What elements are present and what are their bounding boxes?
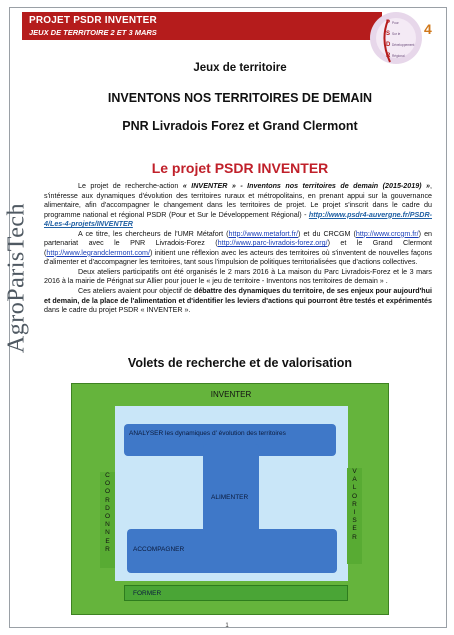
psdr-logo — [366, 10, 442, 70]
page-number: 1 — [225, 623, 229, 629]
p4-text-c: dans le cadre du projet PSDR « INVENTER ». — [44, 306, 191, 315]
psdr-word-2: Sur le — [392, 32, 401, 36]
accompagner-label: ACCOMPAGNER — [133, 546, 185, 553]
paragraph-2 — [44, 230, 432, 268]
section-title: Le projet PSDR INVENTER — [151, 160, 329, 176]
valoriser-letter: I — [353, 509, 356, 517]
former-label: FORMER — [133, 590, 162, 597]
doc-title-line3: PNR Livradois Forez et Grand Clermont — [122, 119, 358, 133]
psdr-letter-r: R — [386, 53, 391, 59]
coordonner-letter: C — [105, 472, 110, 479]
coordonner-letter: N — [105, 529, 110, 537]
coordonner-letter: O — [104, 480, 111, 488]
p4-objectives: débattre des dynamiques du territoire, de ses enjeux pour aujourd'hui et demain, de la place de l'alimentation et d'identifier les leviers d'actions qui pourront être testés et expérimentés — [44, 287, 432, 305]
alimenter-label: ALIMENTER — [211, 494, 249, 501]
research-diagram — [71, 383, 389, 615]
diagram-title: Volets de recherche et de valorisation — [127, 356, 353, 370]
p1-text-a: Le projet de recherche-action — [78, 182, 183, 190]
valoriser-letter: L — [352, 484, 357, 492]
valoriser-letter: V — [352, 468, 357, 475]
valoriser-letter: R — [352, 533, 357, 541]
valoriser-column — [347, 468, 362, 564]
coordonner-letter: O — [104, 513, 111, 521]
paragraph-1 — [44, 182, 432, 230]
coordonner-letter: E — [105, 537, 110, 545]
psdr-word-3: Développement — [392, 43, 415, 47]
p2-text-b: ) et du CRCGM ( — [298, 229, 356, 238]
p2-text-e: ) initient une réflexion avec les acteurs des territoires où s'inventent de nouvelles façons d'alimenter et d'accompagner les territoires, tant sous l'impulsion de politiques territorialisées que d'actions collectives. — [44, 248, 432, 267]
psdr-word-4: Régional — [392, 54, 405, 58]
p4-text-a: Ces ateliers avaient pour objectif de — [78, 287, 194, 296]
psdr-project-link[interactable]: http://www.psdr4-auvergne.fr/PSDR-4/Les-4-projets/INVENTER — [44, 210, 432, 229]
grandclermont-link[interactable]: http://www.legrandclermont.com/ — [46, 248, 150, 257]
coordonner-letter: R — [105, 496, 110, 504]
header-title: PROJET PSDR INVENTER — [29, 15, 157, 26]
diagram-inventer-label: INVENTER — [210, 390, 252, 399]
psdr-letter-s: S — [386, 31, 391, 37]
valoriser-letter: S — [352, 517, 357, 525]
analyser-label: ANALYSER les dynamiques d' évolution des territoires — [129, 430, 286, 437]
p2-text-d: ) et le Grand Clermont ( — [44, 239, 433, 257]
p2-text-c: ) en partenariat avec le PNR Livradois-Forez ( — [44, 229, 433, 248]
parc-link[interactable]: http://www.parc-livradois-forez.org/ — [217, 239, 328, 248]
metafort-link[interactable]: http://www.metafort.fr/ — [228, 229, 298, 238]
coordonner-column — [100, 472, 115, 568]
former-box — [124, 585, 348, 601]
paragraph-4 — [44, 287, 432, 316]
accompagner-box — [127, 529, 337, 573]
doc-title-line2: INVENTONS NOS TERRITOIRES DE DEMAIN — [107, 91, 373, 105]
psdr-letter-d: D — [386, 42, 391, 48]
valoriser-letter: O — [351, 492, 358, 500]
psdr-number: 4 — [424, 21, 432, 37]
psdr-word-1: Pour — [392, 21, 399, 25]
header-subtitle: JEUX DE TERRITOIRE 2 ET 3 MARS — [29, 28, 157, 37]
coordonner-letter: R — [105, 545, 110, 553]
p2-text-a: A ce titre, les chercheurs de l'UMR Métafort ( — [78, 229, 229, 238]
valoriser-letter: E — [352, 525, 357, 533]
p1-project-name: « INVENTER » - Inventons nos territoires de demain (2015-2019) » — [182, 182, 431, 190]
body-text — [44, 182, 432, 316]
coordonner-letter: N — [105, 521, 110, 529]
coordonner-letter: O — [104, 488, 111, 496]
doc-title-line1: Jeux de territoire — [193, 62, 287, 74]
p1-text-c: , s'intéresse aux dynamiques d'évolution des territoires ruraux et métropolitains, en prenant appui sur la gouvernance alimentaire, afin d'accompagner le changement dans les territoires de projet. Le projet s'inscrit dans le cadre du programme national et régional PSDR (Pour et Sur le Développement Régional) - — [44, 182, 432, 219]
paragraph-3: Deux ateliers participatifs ont été organisés le 2 mars 2016 à La maison du Parc Livradois-Forez et le 3 mars 2016 à la mairie de Pérignat sur Allier pour jouer le « jeu de territoire - Inventons nos territoires de demain » . — [44, 267, 432, 286]
agroparistech-text: AgroParisTech — [3, 202, 30, 354]
header-banner — [22, 12, 382, 40]
crcgm-link[interactable]: http://www.crcgm.fr/ — [355, 229, 419, 238]
coordonner-letter: D — [105, 504, 110, 512]
psdr-letter-p: P — [386, 20, 391, 26]
valoriser-letter: R — [352, 500, 357, 508]
agroparistech-logo — [2, 202, 32, 354]
valoriser-letter: A — [352, 476, 357, 484]
